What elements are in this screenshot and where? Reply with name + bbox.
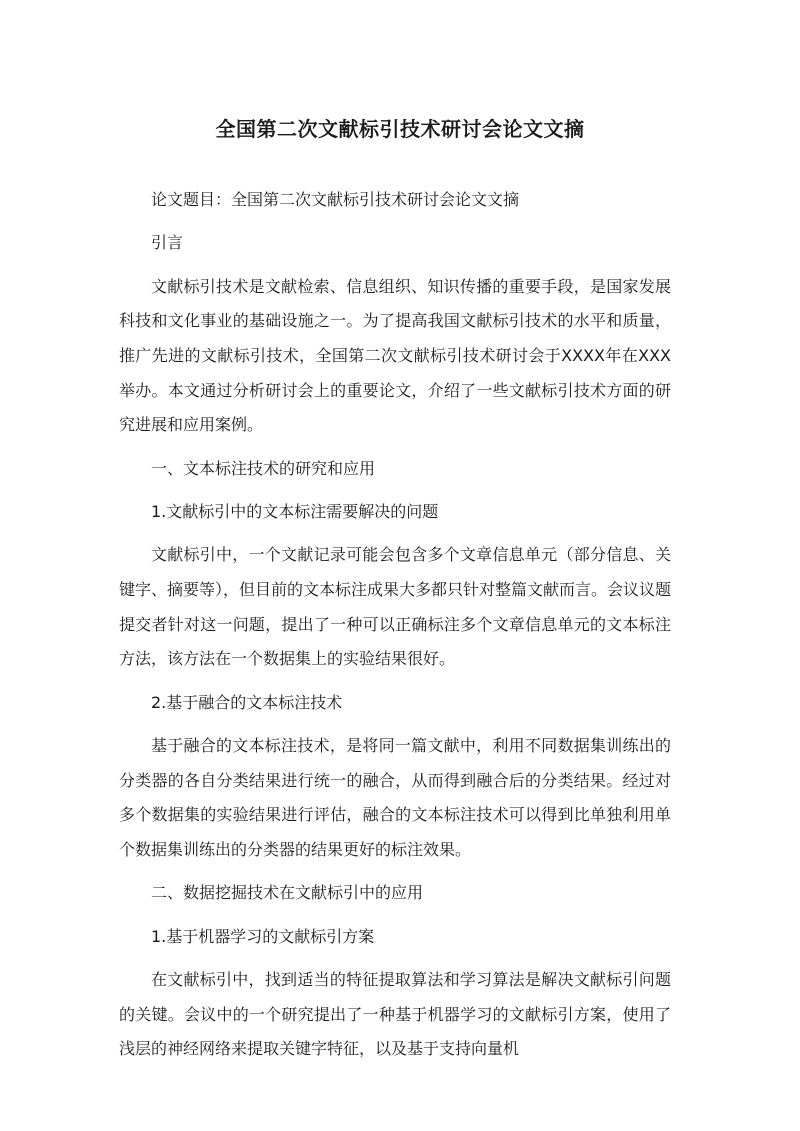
subsection-heading: 2.基于融合的文本标注技术 xyxy=(151,692,343,712)
subsection-heading: 1.基于机器学习的文献标引方案 xyxy=(151,926,375,946)
body-paragraph: 基于融合的文本标注技术，是将同一篇文献中，利用不同数据集训练出的分类器的各自分类结果进行统一的融合，从而得到融合后的分类结果。经过对多个数据集的实验结果进行评估，融合的文本标注技术可以得到比单独利用单个数据集训练出的分类器的结果更好的标注效果。 xyxy=(119,736,671,860)
section-heading: 二、数据挖掘技术在文献标引中的应用 xyxy=(151,883,424,903)
paper-title-line: 论文题目：全国第二次文献标引技术研讨会论文文摘 xyxy=(151,190,520,209)
subsection-heading: 1.文献标引中的文本标注需要解决的问题 xyxy=(151,502,439,521)
body-paragraph: 文献标引技术是文献检索、信息组织、知识传播的重要手段，是国家发展科技和文化事业的基础设施之一。为了提高我国文献标引技术的水平和质量，推广先进的文献标引技术，全国第二次文献标引技术研讨会于XXXX年在XXX举办。本文通过分析研讨会上的重要论文，介绍了一些文献标引技术方面的研究进展和应用案例。 xyxy=(119,276,671,435)
section-heading-introduction: 引言 xyxy=(151,233,184,253)
document-body xyxy=(119,183,671,1076)
body-paragraph: 文献标引中，一个文献记录可能会包含多个文章信息单元（部分信息、关键字、摘要等），但目前的文本标注成果大多都只针对整篇文献而言。会议议题提交者针对这一问题，提出了一种可以正确标注多个文章信息单元的文本标注方法，该方法在一个数据集上的实验结果很好。 xyxy=(119,545,672,669)
document-title: 全国第二次文献标引技术研讨会论文文摘 xyxy=(215,117,585,141)
body-paragraph: 在文献标引中，找到适当的特征提取算法和学习算法是解决文献标引问题的关键。会议中的一个研究提出了一种基于机器学习的文献标引方案，使用了浅层的神经网络来提取关键字特征，以及基于支持向量机 xyxy=(119,970,671,1059)
section-heading: 一、文本标注技术的研究和应用 xyxy=(151,458,376,478)
